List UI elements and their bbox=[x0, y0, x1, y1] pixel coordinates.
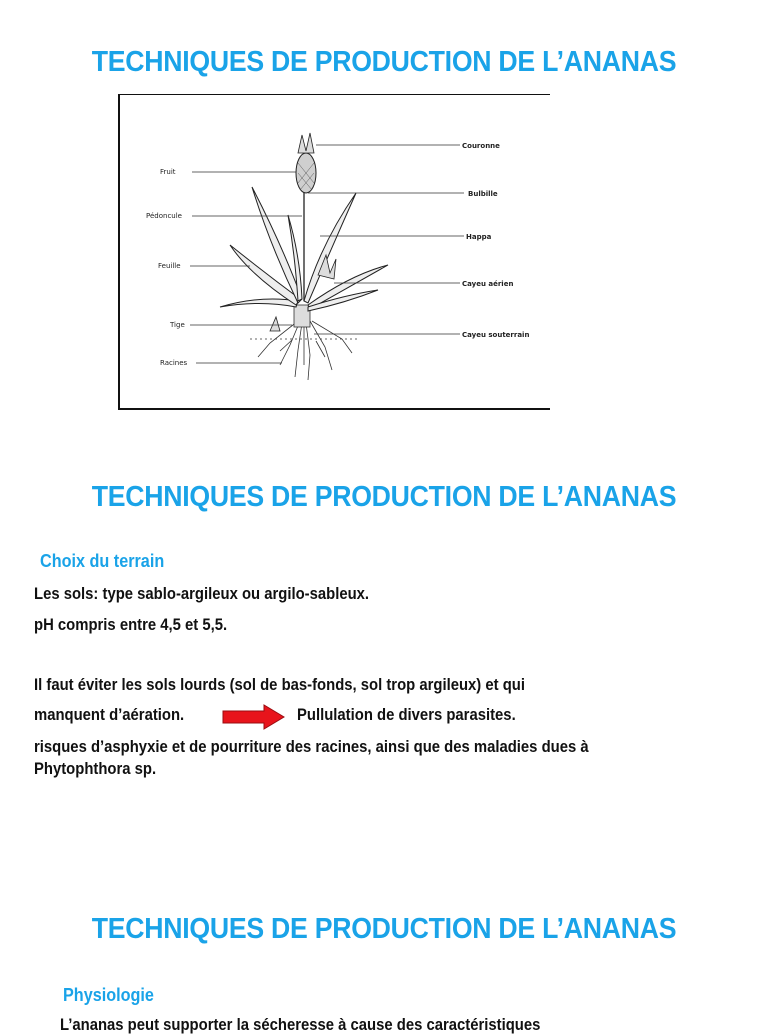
body-line: pH compris entre 4,5 et 5,5. bbox=[34, 616, 228, 634]
crown-drawing bbox=[298, 133, 314, 153]
label-stem: Tige bbox=[170, 321, 185, 329]
label-fruit: Fruit bbox=[160, 168, 176, 176]
body-line: Pullulation de divers parasites. bbox=[297, 706, 516, 724]
label-roots: Racines bbox=[160, 359, 188, 367]
label-leaf: Feuille bbox=[158, 262, 181, 270]
slide-title: TECHNIQUES DE PRODUCTION DE L’ANANAS bbox=[91, 481, 677, 513]
section-heading: Physiologie bbox=[63, 985, 154, 1005]
body-line: risques d’asphyxie et de pourriture des racines, ainsi que des maladies dues à bbox=[34, 738, 589, 756]
slide-title: TECHNIQUES DE PRODUCTION DE L’ANANAS bbox=[91, 46, 677, 78]
body-line: Les sols: type sablo-argileux ou argilo-sableux. bbox=[34, 585, 370, 603]
label-bulbil: Bulbille bbox=[468, 190, 498, 198]
red-arrow-icon bbox=[222, 704, 286, 730]
body-line: manquent d’aération. bbox=[34, 706, 185, 724]
label-happa: Happa bbox=[466, 233, 492, 241]
section-heading: Choix du terrain bbox=[40, 551, 165, 571]
label-underground-sucker: Cayeu souterrain bbox=[462, 331, 530, 339]
roots-drawing bbox=[250, 321, 360, 380]
pineapple-plant-diagram bbox=[118, 94, 550, 410]
body-line: Phytophthora sp. bbox=[34, 760, 157, 778]
label-crown: Couronne bbox=[462, 142, 500, 150]
label-peduncle: Pédoncule bbox=[146, 212, 182, 220]
body-line-cut: L’ananas peut supporter la sécheresse à cause des caractéristiques bbox=[60, 1016, 541, 1034]
label-aerial-sucker: Cayeu aérien bbox=[462, 280, 514, 288]
slide-title: TECHNIQUES DE PRODUCTION DE L’ANANAS bbox=[91, 913, 677, 945]
body-line: Il faut éviter les sols lourds (sol de bas-fonds, sol trop argileux) et qui bbox=[34, 676, 525, 694]
